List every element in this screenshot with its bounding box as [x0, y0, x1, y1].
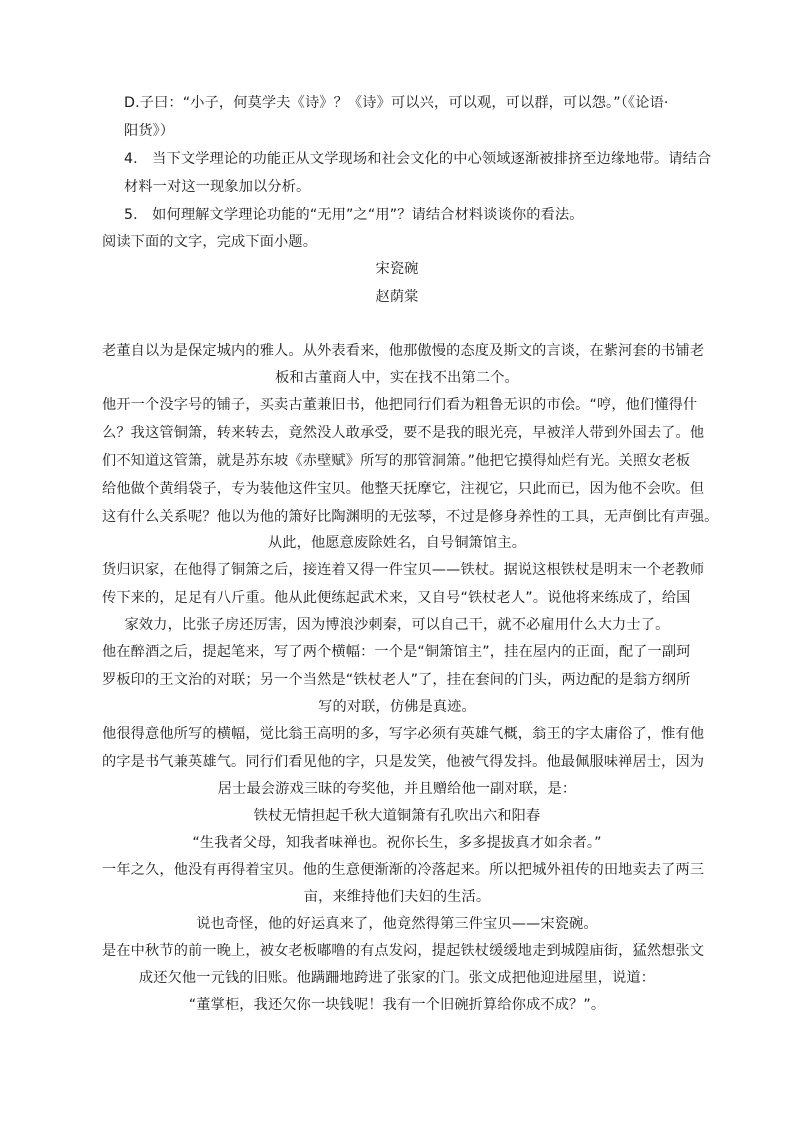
question-option-d-line-2: 阳货》） — [124, 123, 175, 139]
paragraph-line: 是在中秋节的前一晚上，被女老板嘟噜的有点发闷，提起铁杖缓缓地走到城隍庙街，猛然想张文 — [102, 943, 705, 959]
paragraph-line: 写的对联，仿佛是真迹。 — [318, 699, 476, 715]
story-title: 宋瓷碗 — [375, 261, 419, 277]
paragraph-line: 给他做个黄绢袋子，专为装他这件宝贝。他整天抚摩它，注视它，只此而已，因为他不会吹。但 — [102, 481, 705, 497]
question-4-line-2: 材料一对这一现象加以分析。 — [124, 179, 311, 195]
paragraph-line: 他很得意他所写的横幅，觉比翁王高明的多，写字必须有英雄气概，翁王的字太庸俗了，惟有他 — [102, 726, 705, 742]
paragraph-line: 从此，他愿意废除姓名，自号铜箫馆主。 — [267, 535, 527, 551]
paragraph-line: 亩，来维持他们夫妇的生活。 — [303, 889, 491, 905]
question-4-line-1: 4. 当下文学理论的功能正从文学现场和社会文化的中心领域逐渐被排挤至边缘地带。请结合 — [124, 151, 712, 167]
paragraph-line: 罗板印的王文治的对联；另一个当然是“铁杖老人”了，挂在套间的门头，两边配的是翁方纲所 — [102, 672, 691, 688]
paragraph-line: 货归识家，在他得了铜箫之后，接连着又得一件宝贝——铁杖。据说这根铁杖是明末一个老教师 — [102, 562, 705, 578]
paragraph-line: 家效力，比张子房还厉害，因为博浪沙刺秦，可以自己干，就不必雇用什么大力士了。 — [124, 617, 670, 633]
paragraph-line: 他在醉酒之后，提起笔来，写了两个横幅：一个是“铜箫馆主”，挂在屋内的正面，配了一副珂 — [102, 644, 691, 660]
paragraph-line: 成还欠他一元钱的旧账。他蹒跚地跨进了张家的门。张文成把他迎进屋里，说道： — [138, 970, 656, 986]
reading-instruction: 阅读下面的文字，完成下面小题。 — [102, 234, 318, 250]
paragraph-line: 们不知道这管箫，就是苏东坡《赤壁赋》所写的那管洞箫。”他把它摸得灿烂有光。关照女老板 — [102, 453, 691, 469]
paragraph-line: 么？我这管铜箫，转来转去，竟然没人敢承受，要不是我的眼光亮，早被洋人带到外国去了。他 — [102, 425, 705, 441]
question-5: 5. 如何理解文学理论功能的“无用”之“用”？请结合材料谈谈你的看法。 — [124, 207, 584, 223]
paragraph-line: 板和古董商人中，实在找不出第二个。 — [275, 370, 519, 386]
paragraph-line: 的字是书气兼英雄气。同行们看见他的字，只是发笑，他被气得发抖。他最佩服味禅居士，因为 — [102, 754, 705, 770]
paragraph-line: 老董自以为是保定城内的雅人。从外表看来，他那傲慢的态度及斯文的言谈，在紫河套的书铺老 — [102, 343, 705, 359]
paragraph-line: 说也奇怪，他的好运真来了，他竟然得第三件宝贝——宋瓷碗。 — [196, 916, 598, 932]
story-author: 赵荫棠 — [375, 289, 419, 305]
paragraph-line: 他开一个没字号的铺子，买卖古董兼旧书，他把同行们看为粗鲁无识的市侩。“哼，他们懂得什 — [102, 397, 698, 413]
question-option-d-line-1: D.子曰：“小子，何莫学夫《诗》？《诗》可以兴，可以观，可以群，可以怨。”（《论语· — [124, 95, 669, 111]
paragraph-line: 一年之久，他没有再得着宝贝。他的生意便渐渐的冷落起来。所以把城外祖传的田地卖去了两三 — [102, 862, 705, 878]
paragraph-line: 传下来的，足足有八斤重。他从此便练起武术来，又自号“铁杖老人”。说他将来练成了，给国 — [102, 590, 691, 606]
couplet: 铁杖无情担起千秋大道铜箫有孔吹出六和阳春 — [253, 808, 541, 824]
quote-line: “董掌柜，我还欠你一块钱呢！我有一个旧碗折算给你成不成？”。 — [188, 997, 606, 1013]
paragraph-line: 这有什么关系呢？他以为他的箫好比陶渊明的无弦琴，不过是修身养性的工具，无声倒比有声强。 — [102, 509, 719, 525]
quote-line: “生我者父母，知我者味禅也。祝你长生，多多提拔真才如余者。” — [192, 835, 602, 851]
paragraph-line: 居士最会游戏三昧的夸奖他，并且赠给他一副对联，是： — [217, 781, 577, 797]
